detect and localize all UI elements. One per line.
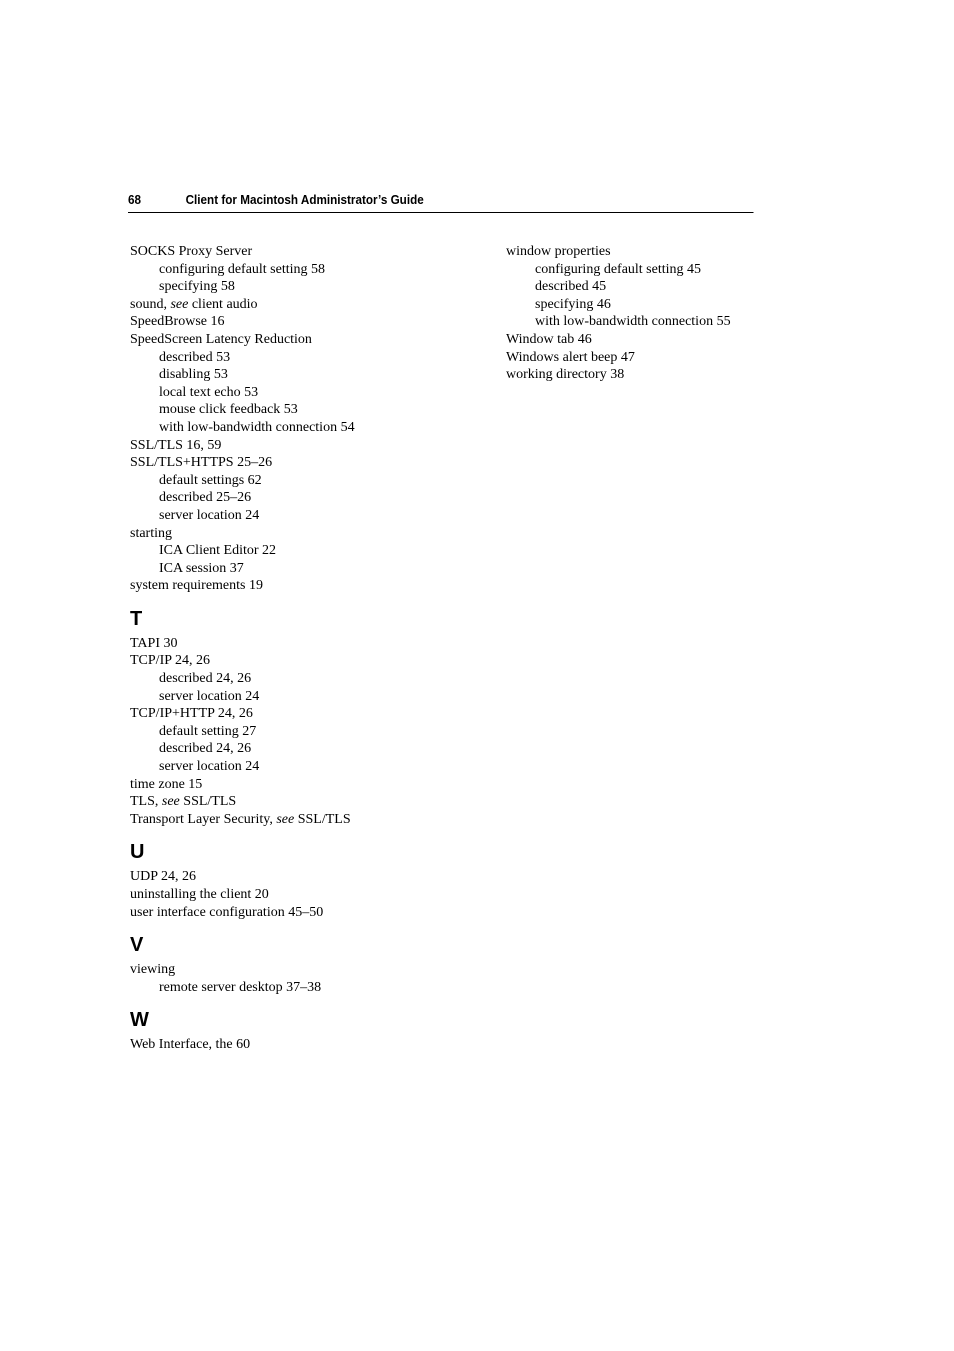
index-entry: SSL/TLS 16, 59 [130,437,222,453]
index-entry: window properties [506,244,611,259]
index-subentry: server location 24 [159,507,260,523]
index-subentry: ICA session 37 [159,560,244,576]
index-subentry: remote server desktop 37–38 [159,979,322,995]
running-title: Client for Macintosh Administrator’s Guide [185,192,424,207]
index-subentry: with low-bandwidth connection 54 [159,419,355,435]
index-entry: TCP/IP+HTTP 24, 26 [130,706,253,722]
index-subentry: local text echo 53 [159,384,259,400]
index-entry: SpeedScreen Latency Reduction [130,331,312,347]
index-subentry: configuring default setting 45 [535,261,702,277]
index-subentry: specifying 58 [159,279,235,295]
index-subentry: server location 24 [159,688,260,704]
index-entry: Window tab 46 [506,331,592,347]
index-subentry: described 24, 26 [159,741,252,757]
index-entry: Transport Layer Security, see SSL/TLS [130,811,351,827]
running-header [128,190,754,213]
index-entry: UDP 24, 26 [130,869,196,885]
index-entry: TCP/IP 24, 26 [130,653,210,669]
index-entry: starting [130,525,172,541]
index-subentry: with low-bandwidth connection 55 [535,314,731,330]
index-subentry: described 25–26 [159,490,252,506]
index-subentry: described 45 [535,279,607,295]
index-entry: SOCKS Proxy Server [130,244,253,259]
index-subentry: described 24, 26 [159,671,252,687]
index-column-left [130,243,490,1054]
index-entry: uninstalling the client 20 [130,887,269,902]
index-subentry: disabling 53 [159,367,228,383]
index-subentry: default setting 27 [159,723,257,739]
index-entry: system requirements 19 [130,578,263,594]
index-column-right [506,243,826,384]
index-entry: TAPI 30 [130,635,178,651]
index-subentry: described 53 [159,349,231,365]
index-entry: user interface configuration 45–50 [130,904,324,920]
index-subentry: default settings 62 [159,472,262,488]
index-entry: TLS, see SSL/TLS [130,794,237,810]
index-subentry: specifying 46 [535,296,611,312]
page-number: 68 [128,192,142,207]
index-letter-heading: U [130,841,145,864]
index-entry: working directory 38 [506,367,625,383]
index-letter-heading: T [130,607,143,630]
index-entry: Web Interface, the 60 [130,1037,251,1053]
index-entry: sound, see client audio [130,296,258,312]
index-entry: time zone 15 [130,776,203,792]
index-subentry: ICA Client Editor 22 [159,543,277,559]
index-entry: Windows alert beep 47 [506,349,635,365]
index-subentry: mouse click feedback 53 [159,402,298,418]
index-letter-heading: W [130,1009,149,1032]
index-entry: SSL/TLS+HTTPS 25–26 [130,455,273,471]
index-entry: viewing [130,962,176,978]
index-entry: SpeedBrowse 16 [130,314,225,330]
index-subentry: configuring default setting 58 [159,261,326,277]
index-subentry: server location 24 [159,759,260,775]
index-letter-heading: V [130,934,144,957]
